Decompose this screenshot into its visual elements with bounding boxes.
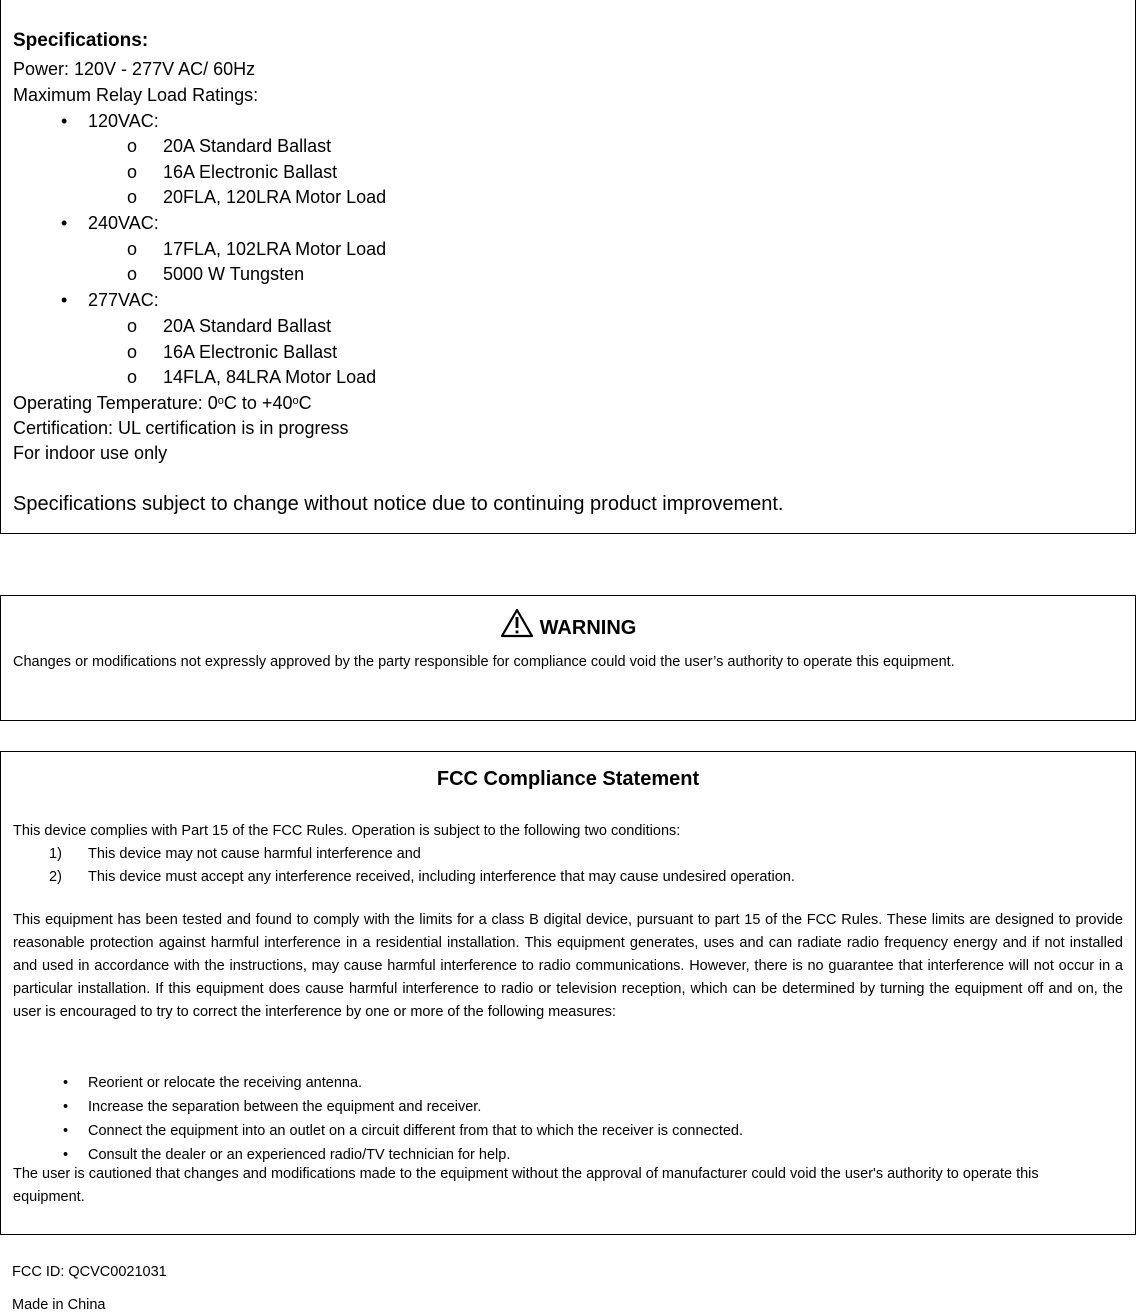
bullet-icon: •	[63, 1075, 69, 1091]
condition-text: This device must accept any interference received, including interference that may cause undesired operation.	[88, 869, 795, 885]
rating-text: 20A Standard Ballast	[163, 316, 332, 336]
measure-text: Consult the dealer or an experienced radio/TV technician for help.	[88, 1147, 511, 1163]
bullet-icon: •	[61, 290, 68, 310]
voltage-group-label: 120VAC:	[88, 111, 159, 131]
voltage-group-label: 277VAC:	[88, 290, 159, 310]
sub-bullet-icon: o	[127, 136, 138, 156]
bullet-icon: •	[61, 111, 68, 131]
warning-box	[0, 595, 1136, 721]
rating-text: 20FLA, 120LRA Motor Load	[163, 187, 387, 207]
rating-text: 16A Electronic Ballast	[163, 342, 338, 362]
condition-number: 2)	[49, 869, 62, 885]
rating-text: 17FLA, 102LRA Motor Load	[163, 239, 387, 259]
fcc-title: FCC Compliance Statement	[436, 768, 700, 790]
relay-ratings-heading: Maximum Relay Load Ratings:	[13, 85, 259, 105]
fcc-compliance-box	[0, 751, 1136, 1235]
fcc-intro: This device complies with Part 15 of the FCC Rules. Operation is subject to the following two conditions:	[13, 823, 681, 839]
sub-bullet-icon: o	[127, 264, 138, 284]
sub-bullet-icon: o	[127, 316, 138, 336]
sub-bullet-icon: o	[127, 187, 138, 207]
warning-title: WARNING	[539, 617, 637, 639]
specifications-title: Specifications:	[13, 30, 149, 51]
change-notice: Specifications subject to change without notice due to continuing product improvement.	[13, 493, 784, 515]
rating-text: 14FLA, 84LRA Motor Load	[163, 367, 377, 387]
measure-text: Increase the separation between the equipment and receiver.	[88, 1099, 482, 1115]
condition-number: 1)	[49, 846, 62, 862]
sub-bullet-icon: o	[127, 162, 138, 182]
rating-text: 20A Standard Ballast	[163, 136, 332, 156]
rating-text: 16A Electronic Ballast	[163, 162, 338, 182]
measure-text: Connect the equipment into an outlet on a circuit different from that to which the receiver is connected.	[88, 1123, 744, 1139]
operating-temperature: Operating Temperature: 0$^o$C to $+40^oC$	[13, 393, 312, 413]
fcc-body: This equipment has been tested and found to comply with the limits for a class B digital device, pursuant to part 15 of the FCC Rules. These limits are designed to provide reasonable protection against harmful interference in a residential installation. This equipment generates, uses and can radiate radio frequency energy and if not installed and used in accordance with the instructions, may cause harmful interference to radio communications. However, there is no guarantee that interference will not occur in a particular installation. If this equipment does cause harmful interference to radio or television reception, which can be determined by turning the equipment off and on, the user is encouraged to try to correct the interference by one or more of the following measures:	[13, 912, 1123, 1020]
measure-text: Reorient or relocate the receiving antenna.	[88, 1075, 363, 1091]
degree-symbol: o	[292, 395, 299, 407]
warning-text: Changes or modifications not expressly approved by the party responsible for compliance could void the user’s authority to operate this equipment.	[13, 654, 955, 670]
fcc-id: FCC ID: QCVC0021031	[12, 1264, 167, 1280]
rating-text: 5000 W Tungsten	[163, 264, 305, 284]
bullet-icon: •	[63, 1123, 69, 1139]
indoor-use-note: For indoor use only	[13, 443, 168, 463]
sub-bullet-icon: o	[127, 239, 138, 259]
bullet-icon: •	[63, 1147, 69, 1163]
sub-bullet-icon: o	[127, 342, 138, 362]
certification: Certification: UL certification is in progress	[13, 418, 349, 438]
warning-heading	[1, 608, 1135, 641]
warning-triangle-icon	[500, 608, 534, 638]
bullet-icon: •	[63, 1099, 69, 1115]
degree-symbol: o	[217, 395, 224, 407]
fcc-caution: The user is cautioned that changes and modifications made to the equipment without the approval of manufacturer could void the user's authority to operate this equipment.	[13, 1166, 1039, 1205]
condition-text: This device may not cause harmful interference and	[88, 846, 421, 862]
sub-bullet-icon: o	[127, 367, 138, 387]
power-spec: Power: 120V - 277V AC/ 60Hz	[13, 59, 256, 79]
bullet-icon: •	[61, 213, 68, 233]
specifications-box	[0, 0, 1136, 534]
made-in: Made in China	[12, 1297, 106, 1313]
voltage-group-label: 240VAC:	[88, 213, 159, 233]
